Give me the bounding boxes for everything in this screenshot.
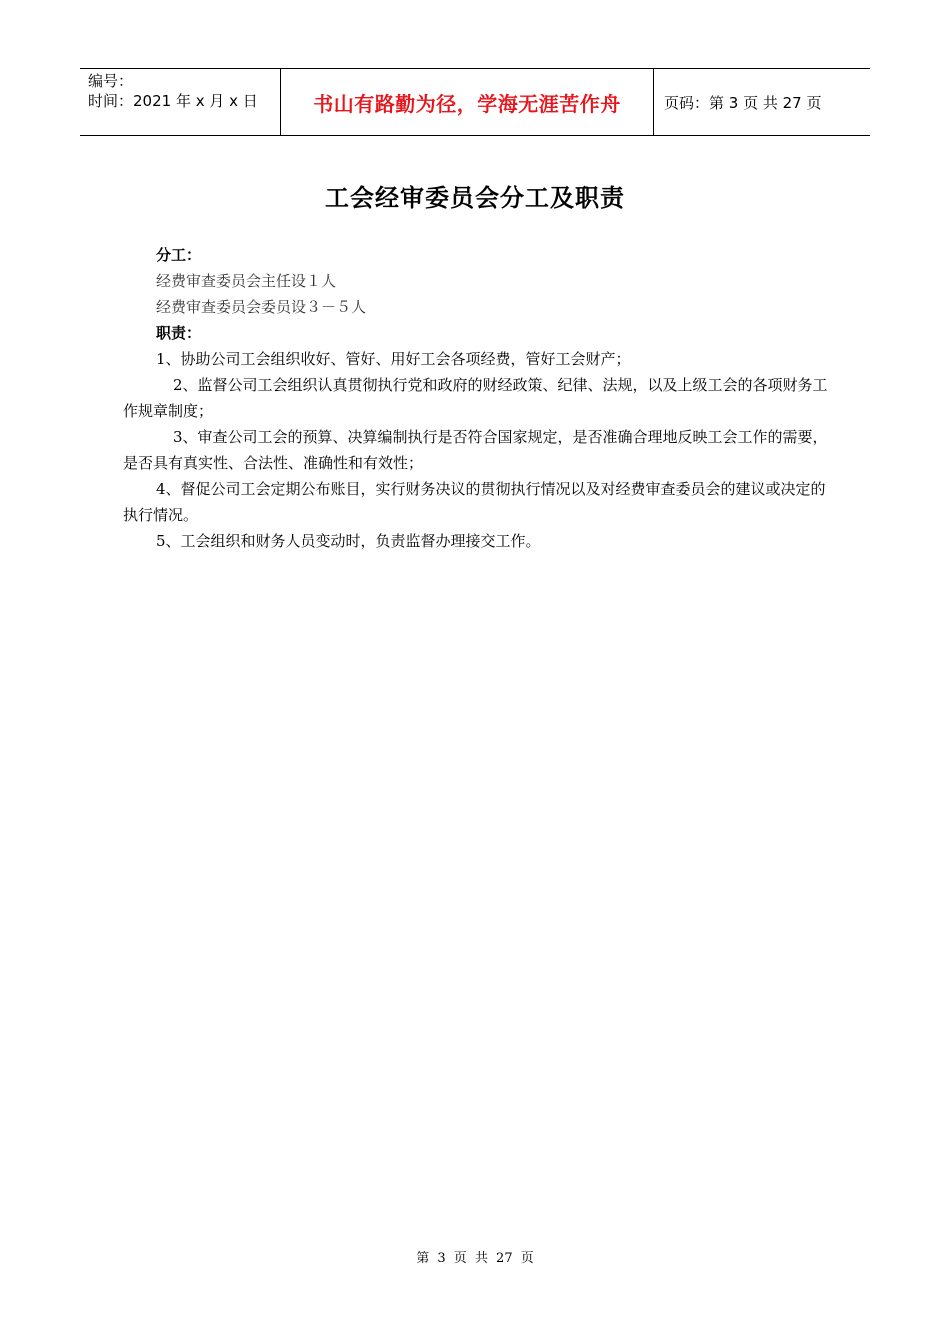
page-code: 页码：第 3 页 共 27 页 [664,93,822,112]
division-item: 经费审查委员会主任设１人 [156,272,337,290]
duty-item: 3、审查公司工会的预算、决算编制执行是否符合国家规定，是否准确合理地反映工会工作的需要，是否具有真实性、合法性、准确性和有效性； [123,428,828,472]
document-body [123,242,828,554]
motto-text: 书山有路勤为径，学海无涯苦作舟 [313,91,621,116]
duty-item: 1、协助公司工会组织收好、管好、用好工会各项经费，管好工会财产； [156,350,631,368]
duty-item: 2、监督公司工会组织认真贯彻执行党和政府的财经政策、纪律、法规，以及上级工会的各项财务工作规章制度； [123,376,828,420]
page-footer: 第 3 页 共 27 页 [416,1251,534,1266]
page-title: 工会经审委员会分工及职责 [325,184,625,212]
header-motto-cell [281,69,654,135]
duties-label: 职责： [156,324,202,342]
time-label: 时间：2021 年 x 月 x 日 [88,92,258,110]
header-meta-cell [80,69,281,135]
division-label: 分工： [156,246,202,264]
number-label: 编号： [88,72,134,90]
header-page-cell [654,69,870,135]
document-header [80,68,870,136]
division-item: 经费审查委员会委员设３－５人 [156,298,367,316]
duty-item: 5、工会组织和财务人员变动时，负责监督办理接交工作。 [156,532,541,550]
duty-item: 4、督促公司工会定期公布账目，实行财务决议的贯彻执行情况以及对经费审查委员会的建议或决定的执行情况。 [123,480,826,524]
